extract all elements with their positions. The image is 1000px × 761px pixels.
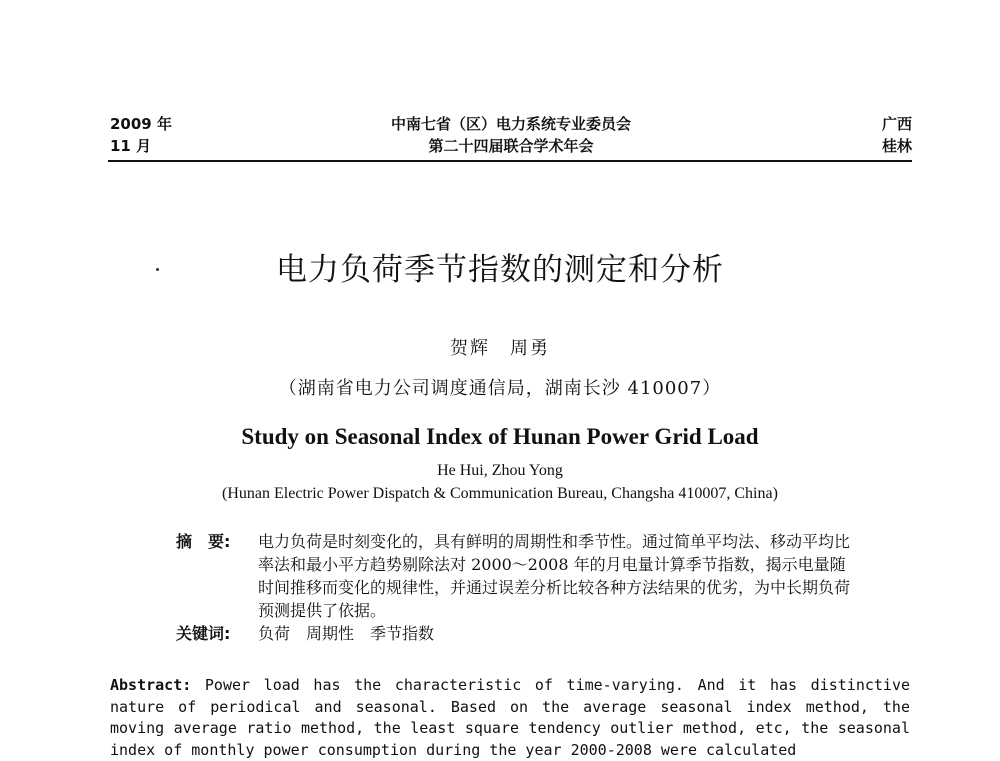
authors-cn: 贺辉 周勇 [450,338,550,359]
header-year: 2009 年 [110,115,172,133]
affiliation-cn: （湖南省电力公司调度通信局，湖南长沙 410007） [278,378,722,399]
abstract-en [110,675,910,761]
paper-title-cn: 电力负荷季节指数的测定和分析 [276,252,724,288]
affiliation-en: (Hunan Electric Power Dispatch & Communication Bureau, Changsha 410007, China) [222,485,778,502]
abstract-en-text: Power load has the characteristic of time-varying. And it has distinctive nature of periodical and seasonal. Based on the average seasonal index method, the moving average ratio method, the least square tendency outlier method, etc, the seasonal index of monthly power consumption during the year 2000-2008 were calculated [110,676,911,759]
abstract-cn-text: 电力负荷是时刻变化的，具有鲜明的周期性和季节性。通过简单平均法、移动平均比率法和最小平方趋势剔除法对 2000～2008 年的月电量计算季节指数，揭示电量随时间推移而变化的规律性，并通过误差分析比较各种方法结果的优劣，为中长期负荷预测提供了依据。 [258,532,851,620]
keywords-cn-text: 负荷 周期性 季节指数 [258,624,435,643]
abstract-en-label: Abstract: [110,676,205,694]
header-conference-line-2: 第二十四届联合学术年会 [428,137,594,155]
header-rule [108,160,912,162]
paper-title-en: Study on Seasonal Index of Hunan Power Grid Load [241,424,759,449]
authors-en: He Hui, Zhou Yong [437,462,563,479]
keywords-cn-label: 关键词: [176,624,231,643]
abstract-cn-label: 摘 要: [176,532,231,551]
header-place-1: 广西 [881,115,912,133]
header-conference-line-1: 中南七省（区）电力系统专业委员会 [390,115,631,133]
header-month: 11 月 [110,137,152,155]
header-place-2: 桂林 [881,137,912,155]
